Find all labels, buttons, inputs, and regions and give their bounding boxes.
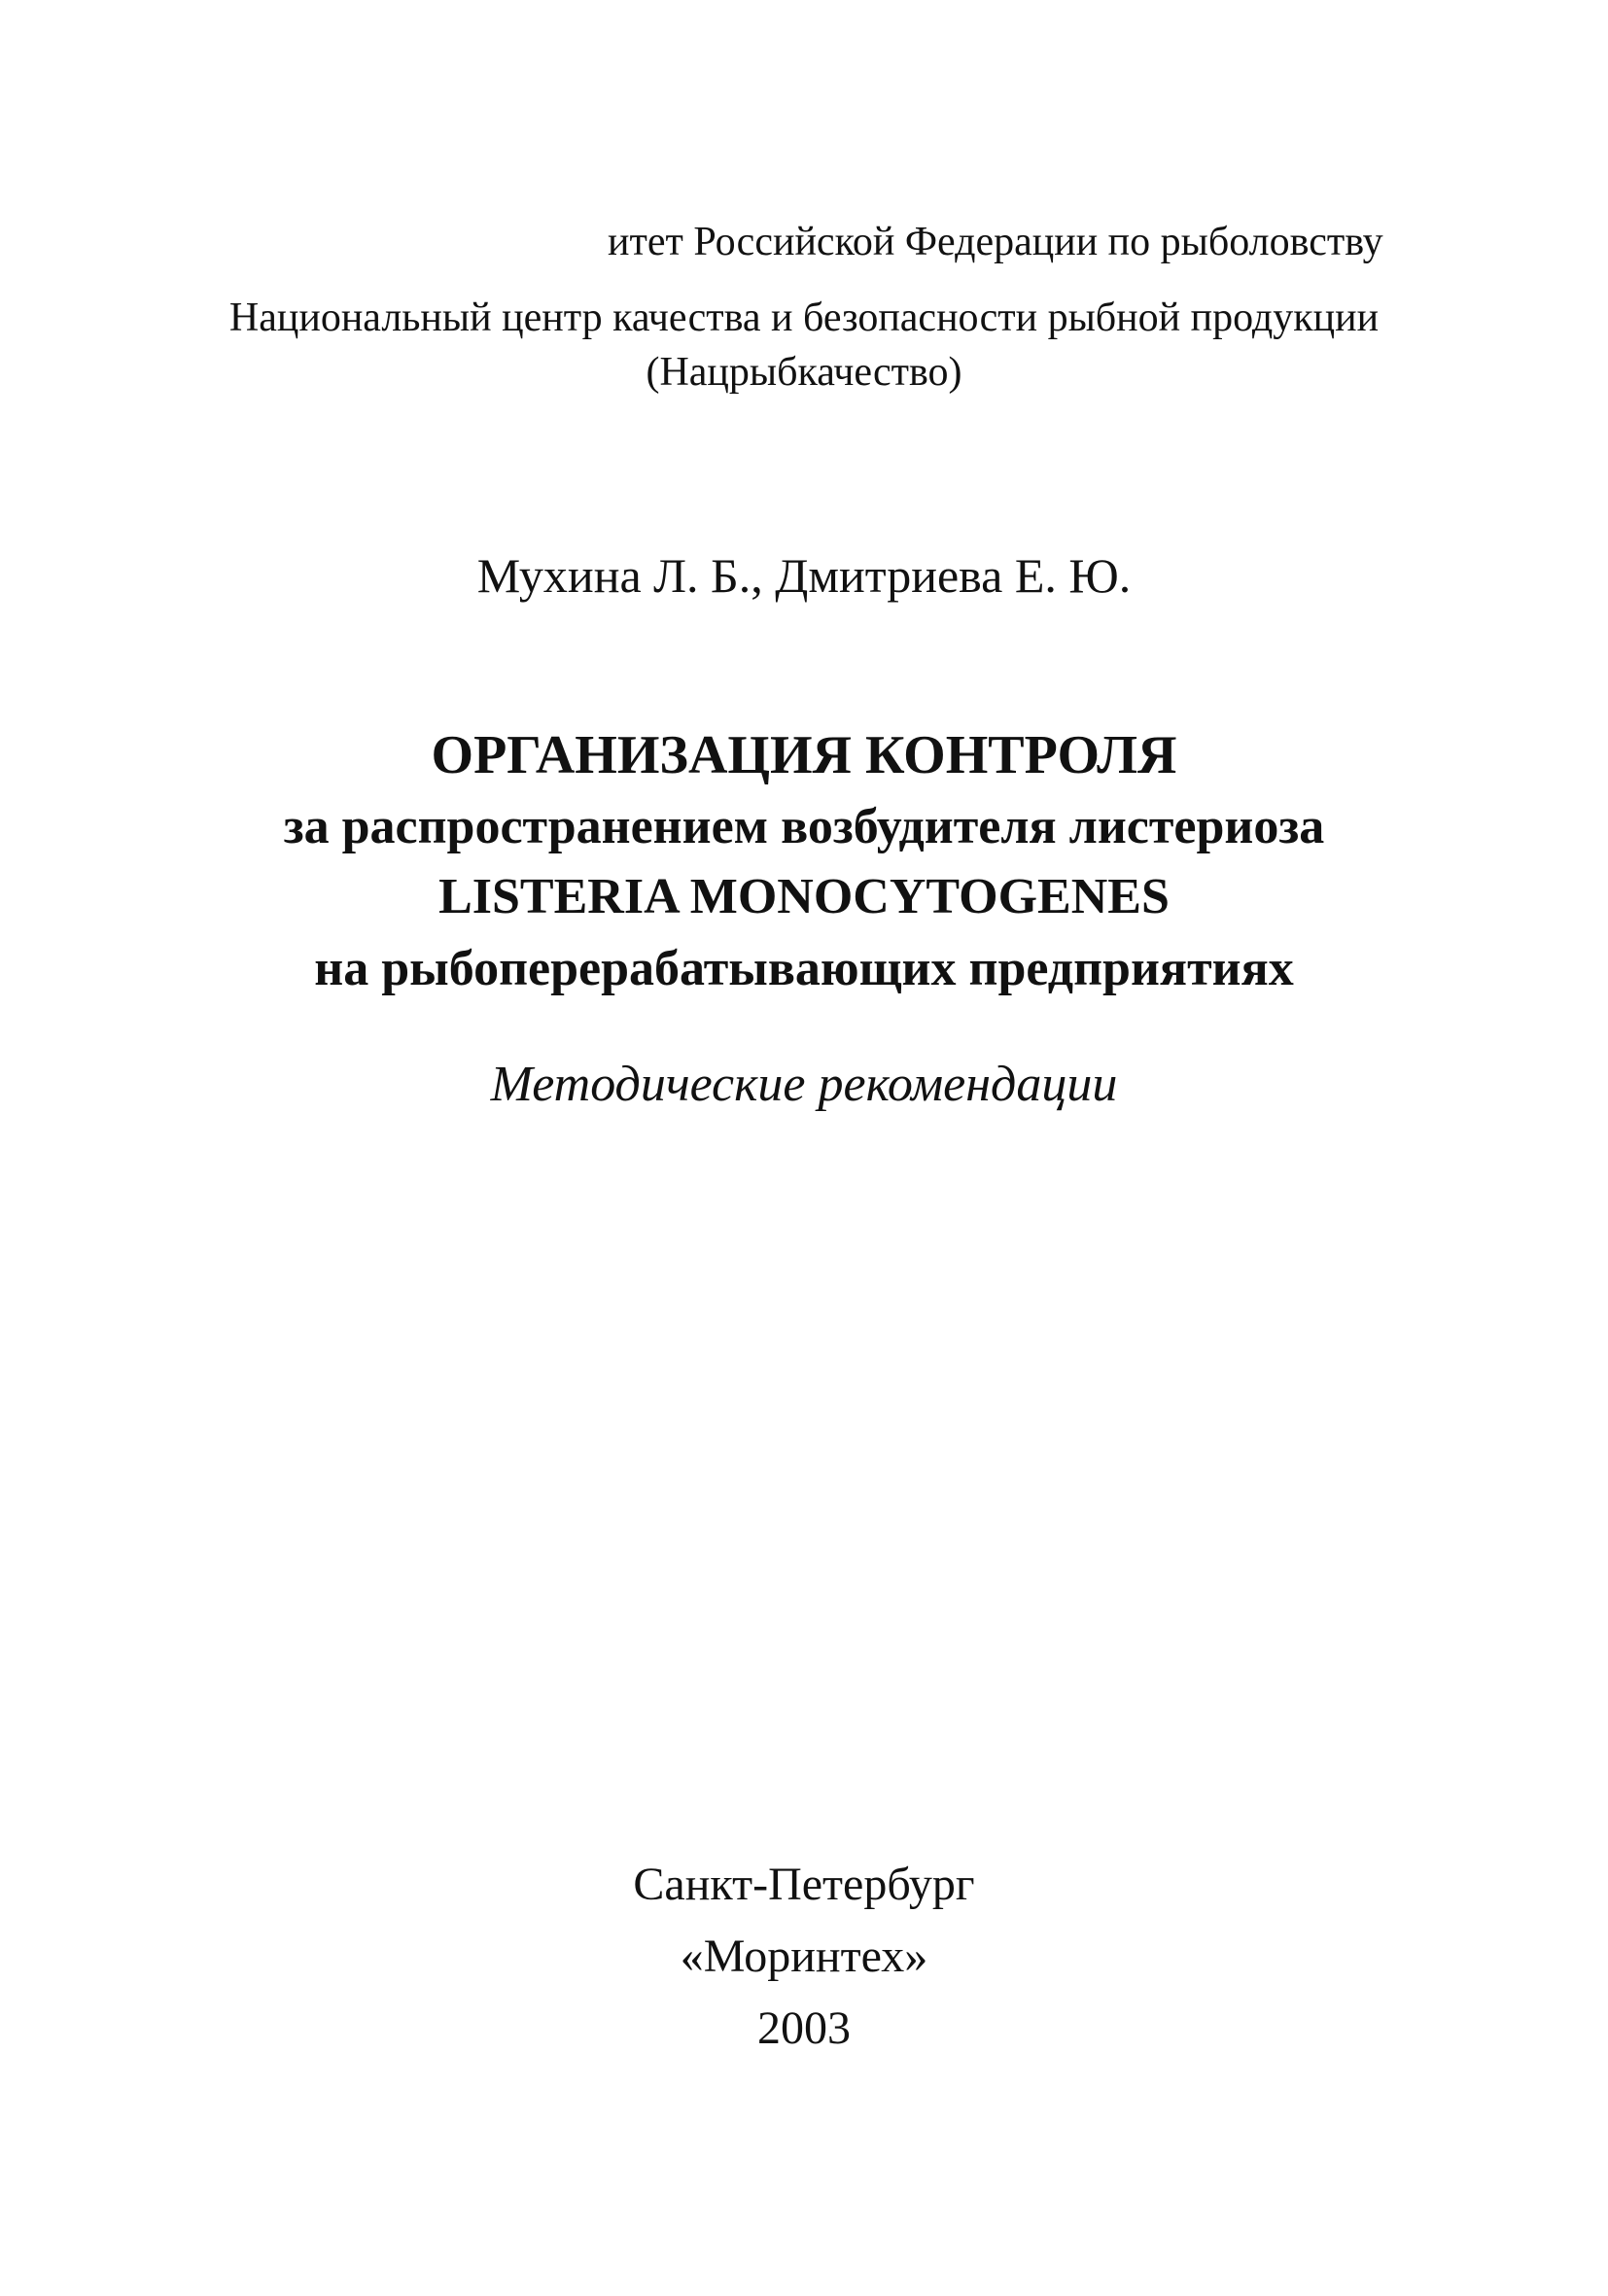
- imprint-year: 2003: [757, 2002, 851, 2054]
- organization-line-1: итет Российской Федерации по рыболовству: [608, 220, 1383, 264]
- document-subtitle-line-3: на рыбоперерабатывающих предприятиях: [314, 941, 1294, 996]
- authors: Мухина Л. Б., Дмитриева Е. Ю.: [476, 548, 1132, 603]
- imprint-city: Санкт-Петербург: [633, 1859, 975, 1910]
- document-title: ОРГАНИЗАЦИЯ КОНТРОЛЯ: [431, 725, 1177, 785]
- document-type: Методические рекомендации: [490, 1057, 1118, 1112]
- document-subtitle-line-2: LISTERIA MONOCYTOGENES: [438, 869, 1170, 924]
- document-subtitle-line-1: за распространением возбудителя листериоза: [283, 799, 1325, 854]
- organization-line-3: (Нацрыбкачество): [646, 350, 962, 395]
- imprint-publisher: «Моринтех»: [680, 1931, 928, 1982]
- organization-line-2: Национальный центр качества и безопасности рыбной продукции: [228, 296, 1380, 340]
